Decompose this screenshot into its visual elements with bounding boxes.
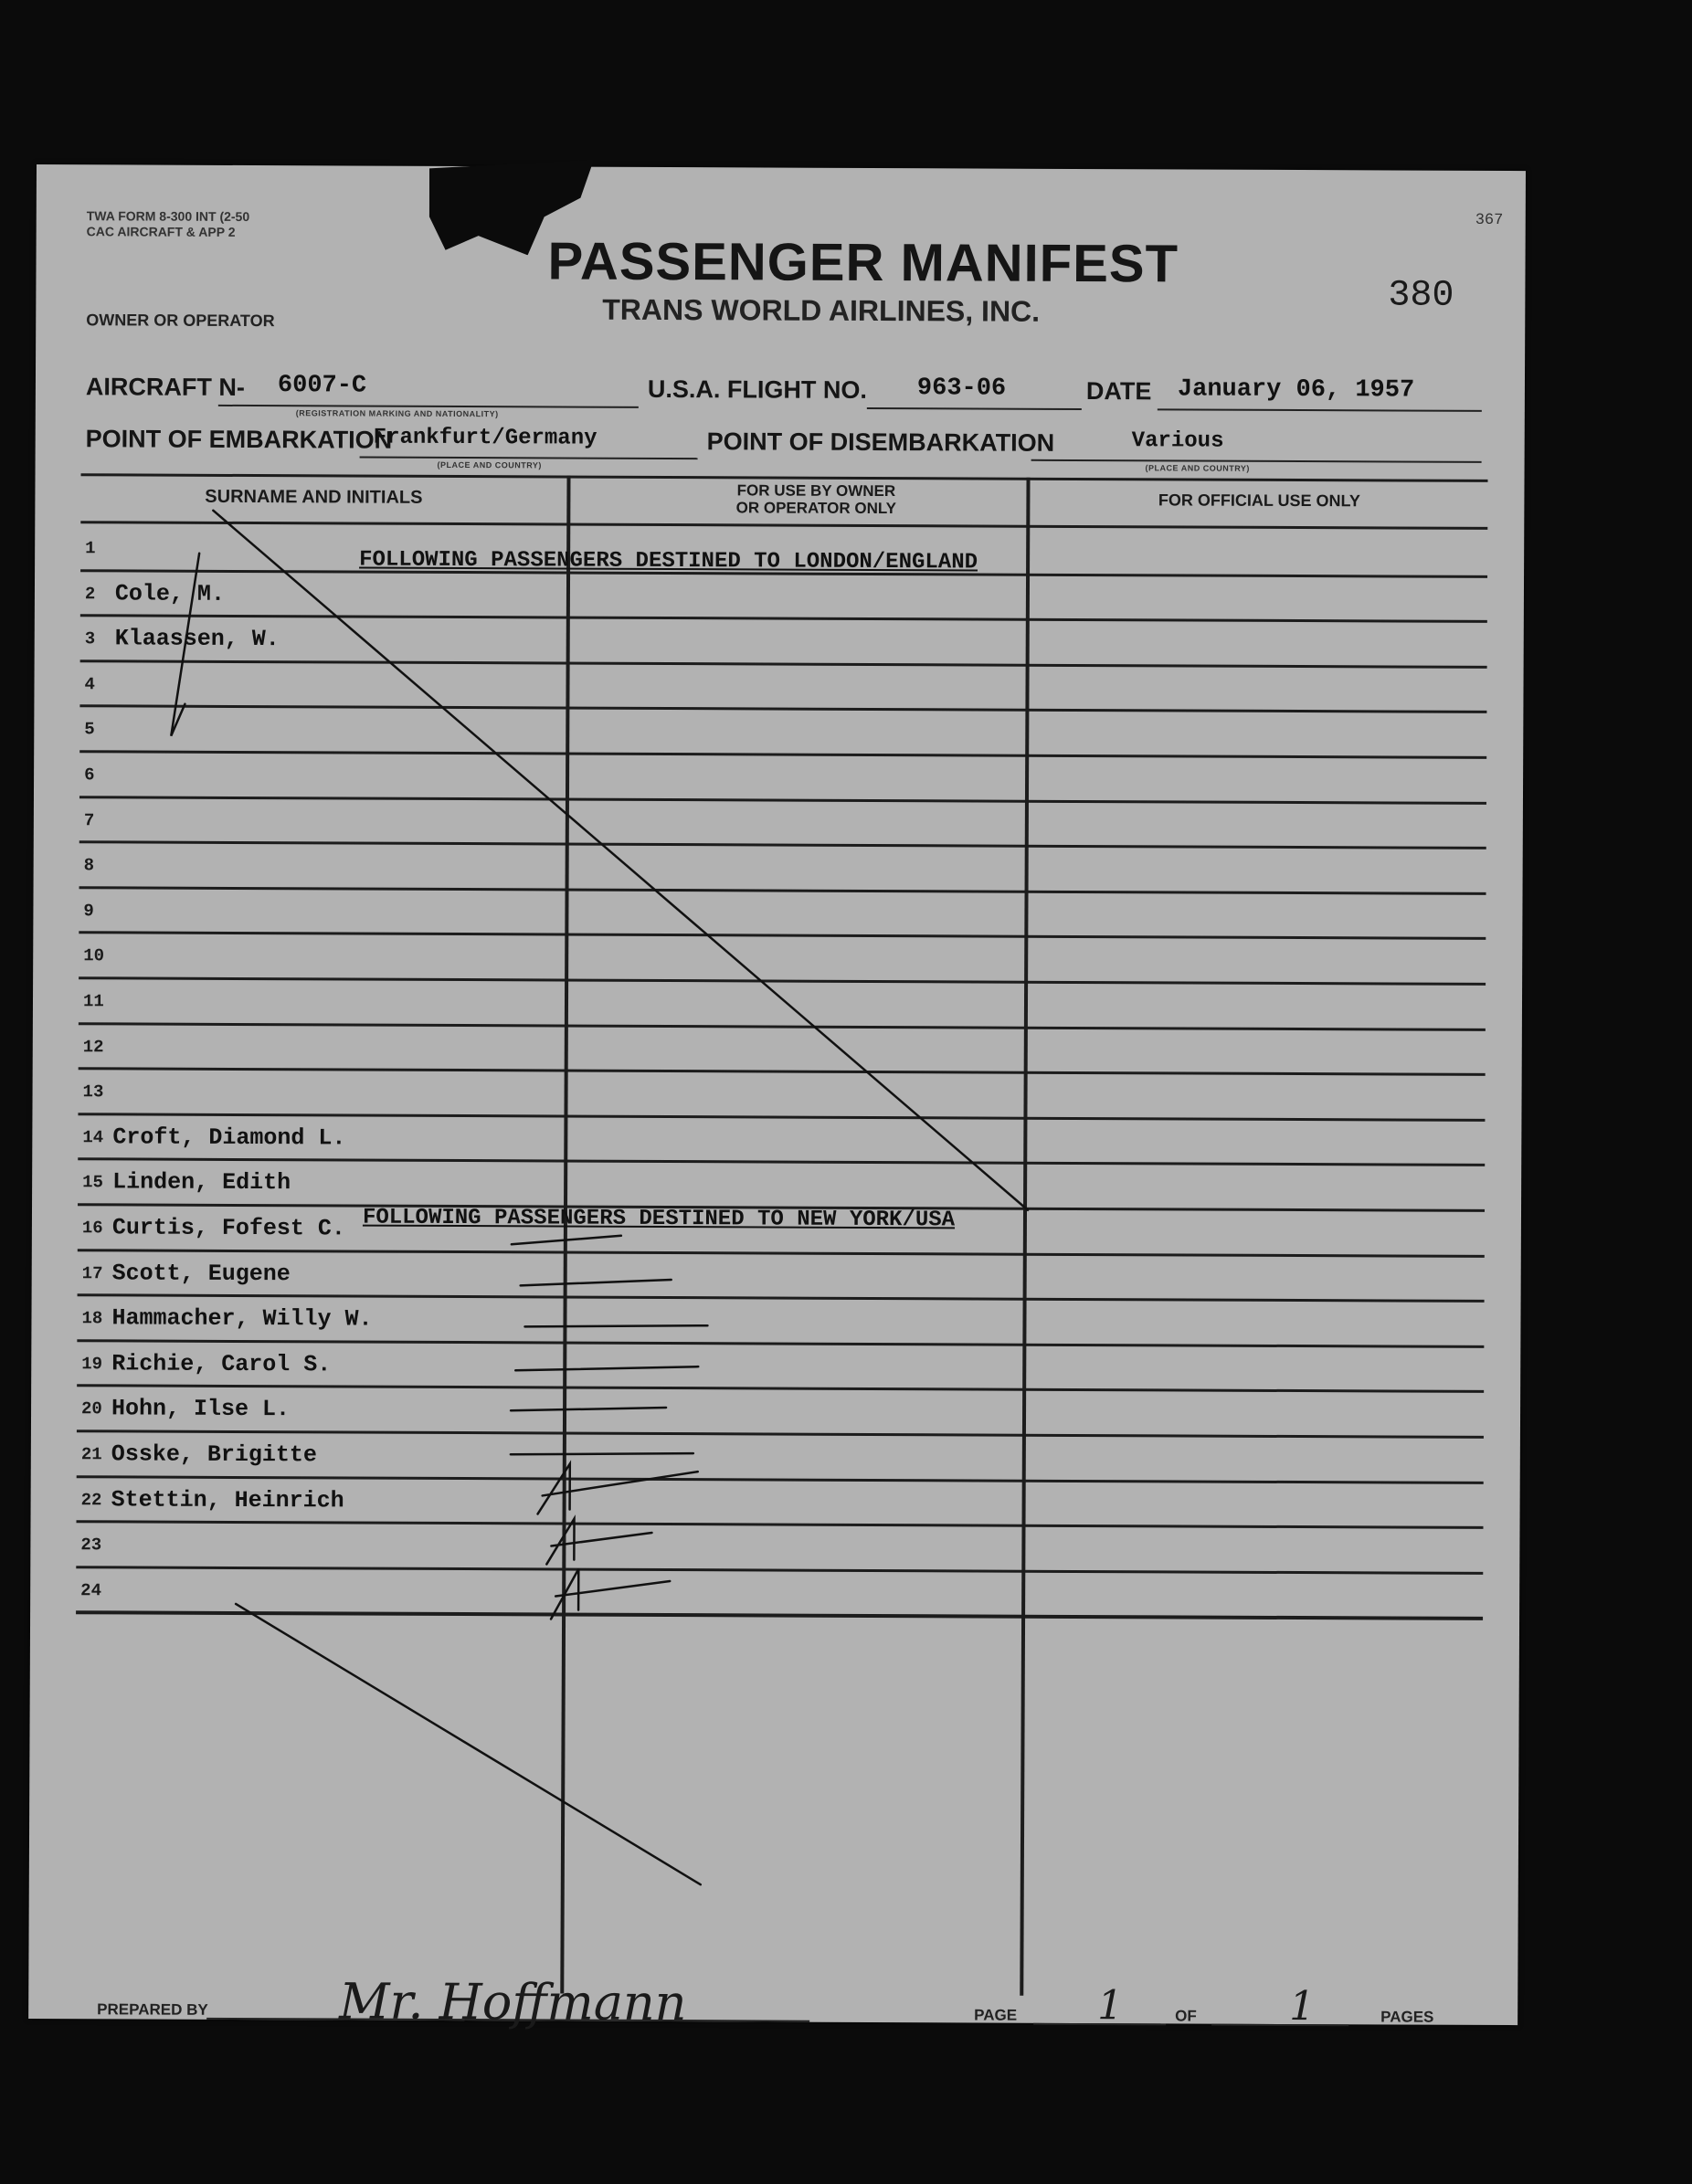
row-number: 16 <box>81 1218 103 1239</box>
row-number: 7 <box>83 809 95 830</box>
row-number: 18 <box>81 1308 103 1329</box>
col-official: FOR OFFICIAL USE ONLY <box>1158 491 1360 511</box>
disembarkation-value: Various <box>1131 428 1224 454</box>
passenger-name: Scott, Eugene <box>111 1259 291 1287</box>
pen-marks <box>28 164 1526 2025</box>
row-number: 11 <box>82 991 104 1012</box>
row-number: 6 <box>84 765 95 786</box>
airline-name: TRANS WORLD AIRLINES, INC. <box>602 292 1041 328</box>
mark-hohn <box>538 1463 698 1514</box>
row-number: 12 <box>82 1036 104 1057</box>
stamp-number: 380 <box>1388 275 1454 317</box>
tick-hammacher <box>511 1407 666 1411</box>
row-number: 19 <box>81 1354 103 1375</box>
row-number: 24 <box>80 1580 102 1601</box>
cross-out-line-bottom <box>235 1604 702 1884</box>
mark-stettin <box>551 1568 670 1620</box>
passenger-name: Curtis, Fofest C. <box>111 1214 346 1242</box>
row-number: 8 <box>83 855 95 876</box>
cross-out-line-top <box>210 511 1031 1210</box>
tick-richie <box>511 1452 693 1455</box>
col-surname: SURNAME AND INITIALS <box>205 486 423 508</box>
flight-label: U.S.A. FLIGHT NO. <box>647 375 867 404</box>
page-value: 1 <box>1097 1982 1124 2030</box>
page-title: PASSENGER MANIFEST <box>547 231 1179 294</box>
passenger-name: Hammacher, Willy W. <box>111 1304 373 1333</box>
flight-value: 963-06 <box>916 375 1007 403</box>
registration-note: (REGISTRATION MARKING AND NATIONALITY) <box>295 408 499 419</box>
row-number: 2 <box>84 583 96 604</box>
passenger-name: Klaassen, W. <box>114 625 280 653</box>
row-number: 13 <box>82 1081 104 1103</box>
of-label: OF <box>1175 2007 1197 2025</box>
passenger-name: Croft, Diamond L. <box>112 1124 346 1152</box>
passenger-name: Stettin, Heinrich <box>111 1485 344 1514</box>
tick-croft <box>512 1235 621 1245</box>
aircraft-label: AIRCRAFT N- <box>85 373 245 401</box>
row-number: 20 <box>81 1398 102 1419</box>
place-note: (PLACE AND COUNTRY) <box>437 459 542 470</box>
date-value: January 06, 1957 <box>1177 375 1415 405</box>
row-number: 14 <box>82 1127 104 1148</box>
row-number: 4 <box>84 674 95 695</box>
banner-newyork: FOLLOWING PASSENGERS DESTINED TO NEW YORK/USA <box>362 1205 956 1233</box>
form-code: TWA FORM 8-300 INT (2-50 CAC AIRCRAFT & APP 2 <box>86 208 250 239</box>
row-number: 9 <box>83 901 94 922</box>
passenger-name: Osske, Brigitte <box>111 1440 317 1469</box>
pages-label: PAGES <box>1380 2008 1434 2026</box>
row-number: 23 <box>80 1535 102 1556</box>
aircraft-value: 6007-C <box>277 372 367 400</box>
row-number: 22 <box>80 1489 102 1510</box>
row-number: 21 <box>80 1444 102 1465</box>
check-mark-cole-klaassen <box>171 554 199 736</box>
passenger-name: Linden, Edith <box>112 1168 291 1197</box>
embarkation-value: Frankfurt/Germany <box>373 425 597 451</box>
passenger-name: Hohn, Ilse L. <box>111 1395 291 1423</box>
prepared-by-label: PREPARED BY <box>97 2000 208 2019</box>
mark-osske <box>546 1518 651 1565</box>
row-number: 15 <box>82 1172 103 1193</box>
disembarkation-label: POINT OF DISEMBARKATION <box>706 427 1055 457</box>
passenger-name: Cole, M. <box>114 579 226 607</box>
tick-scott <box>515 1366 698 1371</box>
row-number: 5 <box>84 719 95 740</box>
embarkation-label: POINT OF EMBARKATION <box>85 425 393 454</box>
tick-linden <box>521 1279 672 1286</box>
manifest-sheet <box>28 164 1526 2032</box>
of-value: 1 <box>1289 1983 1316 2031</box>
row-number: 1 <box>85 538 96 559</box>
tick-curtis <box>524 1324 707 1327</box>
date-label: DATE <box>1085 377 1152 406</box>
passenger-name: Richie, Carol S. <box>111 1350 332 1378</box>
col-owner-use: FOR USE BY OWNER OR OPERATOR ONLY <box>735 481 897 518</box>
banner-london: FOLLOWING PASSENGERS DESTINED TO LONDON/ENGLAND <box>359 547 978 575</box>
preparer-signature: Mr. Hoffmann <box>339 1972 687 2032</box>
owner-label: OWNER OR OPERATOR <box>86 311 275 331</box>
row-number: 10 <box>83 945 105 966</box>
row-number: 3 <box>84 628 96 649</box>
form-number: 367 <box>1475 211 1504 230</box>
row-number: 17 <box>81 1262 103 1283</box>
page-label: PAGE <box>974 2006 1018 2024</box>
place-note-2: (PLACE AND COUNTRY) <box>1145 463 1250 473</box>
